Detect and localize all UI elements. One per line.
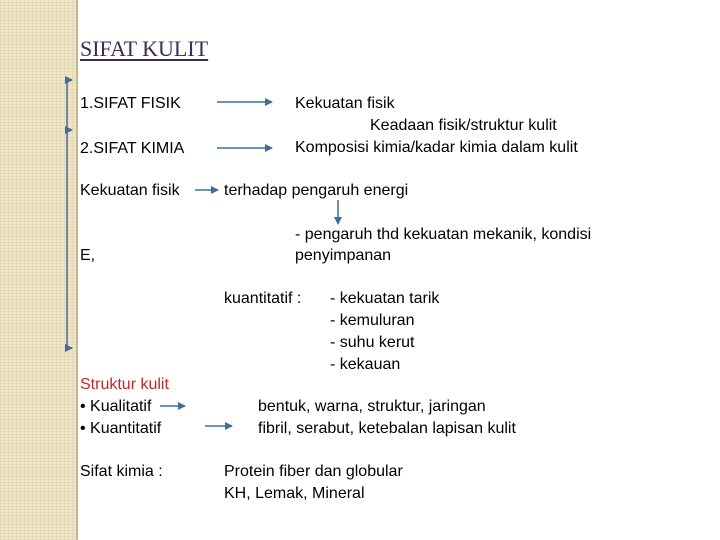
komposisi-kimia-text: Komposisi kimia/kadar kimia dalam kulit <box>295 139 578 156</box>
decorative-sidebar <box>0 0 78 540</box>
list-item: - kemuluran <box>330 312 415 329</box>
page-title: SIFAT KULIT <box>80 36 209 61</box>
kekuatan-fisik-text: Kekuatan fisik <box>295 95 395 112</box>
kimia-desc-line1: Protein fiber dan globular <box>224 463 403 480</box>
kuantitatif-item: • Kuantitatif <box>80 420 162 437</box>
kuantitatif-label: kuantitatif : <box>224 290 302 307</box>
kualitatif-item: • Kualitatif <box>80 398 152 415</box>
keadaan-fisik-text: Keadaan fisik/struktur kulit <box>370 117 557 134</box>
e-label: E, <box>80 247 96 264</box>
sifat-fisik-label: 1.SIFAT FISIK <box>80 95 181 112</box>
pengaruh-mekanik-line2: penyimpanan <box>295 247 392 264</box>
struktur-desc-line1: bentuk, warna, struktur, jaringan <box>258 398 486 415</box>
list-item: - suhu kerut <box>330 334 415 351</box>
sifat-kimia-sub-label: Sifat kimia : <box>80 463 163 480</box>
kimia-desc-line2: KH, Lemak, Mineral <box>224 485 365 502</box>
struktur-kulit-heading: Struktur kulit <box>80 376 169 393</box>
kekuatan-fisik-label: Kekuatan fisik <box>80 182 180 199</box>
pengaruh-mekanik-line1: - pengaruh thd kekuatan mekanik, kondisi <box>295 226 592 243</box>
pengaruh-energi-text: terhadap pengaruh energi <box>224 182 409 199</box>
struktur-desc-line2: fibril, serabut, ketebalan lapisan kulit <box>258 420 516 437</box>
sifat-kimia-label: 2.SIFAT KIMIA <box>80 140 185 157</box>
list-item: - kekauan <box>330 356 401 373</box>
list-item: - kekuatan tarik <box>330 290 440 307</box>
